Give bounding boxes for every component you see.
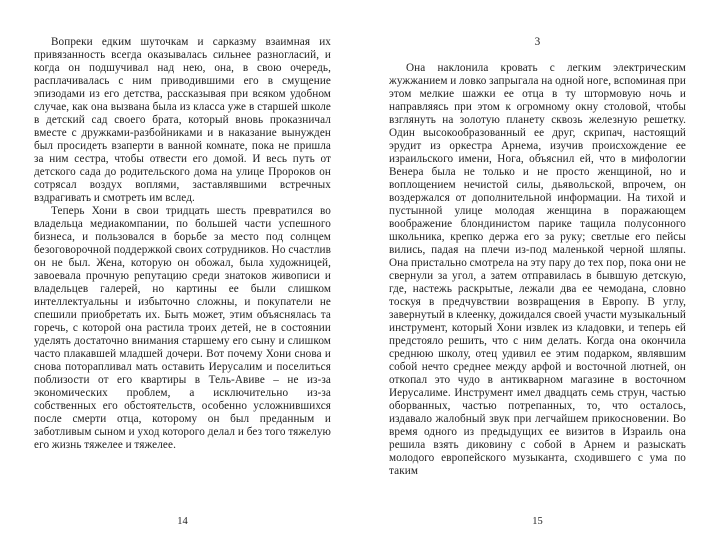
- chapter-number: 3: [534, 36, 541, 48]
- page-number-left: 14: [177, 516, 188, 527]
- left-page-text: [34, 36, 331, 507]
- page-gutter: [331, 36, 389, 532]
- page-left: [34, 36, 331, 532]
- right-page-text: [389, 36, 686, 507]
- paragraph: Теперь Хони в свои тридцать шесть превратился во владельца медиакомпании, по большей части успешного бизнеса, и пользовался в борьбе за место под солнцем безоговорочной поддержкой своих сотрудников. Но счастлив он не был. Жена, которую он обожал, была художницей, завоевала прочную репутацию среди знатоков живописи и владельцев галерей, но картины ее были слишком интеллектуальны и избыточно сложны, и покупатели не спешили приобретать их. Быть может, этим объяснялась та горечь, с которой она растила троих детей, не в состоянии уделять достаточно внимания старшему его сыну и слишком часто плакавшей младшей дочери. Вот почему Хони снова и снова поторапливал мать оставить Иерусалим и поселиться поблизости от его квартиры в Тель-Авиве – не из-за экономических проблем, а исключительно из-за собственных его обстоятельств, особенно усложнившихся после смерти отца, которому он был преданным и заботливым сыном и уход которого делал и без того тяжелую его жизнь тяжелее и тяжелее.: [34, 205, 331, 451]
- paragraph: Она наклонила кровать с легким электрическим жужжанием и ловко запрыгала на одной ноге, вспоминая при этом мелкие шажки ее отца в ту штормовую ночь и направляясь при этом к огромному окну столовой, чтобы взглянуть на золотую планету сквозь железную решетку. Один высокообразованный ее друг, скрипач, настоящий эрудит из оркестра Арнема, изучив происхождение ее израильского имени, Нога, объяснил ей, что в мифологии Венера была не только и не просто женщиной, но и воплощением нечистой силы, дьявольской, впрочем, он воздержался от дополнительной информации. На тихой и пустынной улице молодая женщина в поражающем воображение блондинистом парике тащила полусонного школьника, крепко держа его за руку; светлые его пейсы вились, падая на плечи из-под маленькой черной шляпы. Она пристально смотрела на эту пару до тех пор, пока они не свернули за угол, а затем отправилась в бывшую детскую, где, настежь раскрытые, лежали два ее чемодана, словно тоскуя в предчувствии возвращения в Европу. В углу, завернутый в клеенку, дожидался своей участи музыкальный инструмент, который Хони извлек из кладовки, и теперь ей предстояло решить, что с ним делать. Когда она окончила среднюю школу, отец удивил ее этим подарком, являвшим собой нечто среднее между арфой и восточной лютней, он откопал это чудо в антикварном магазине в восточном Иерусалиме. Инструмент имел двадцать семь струн, частью оборванных, частью потрепанных, то, что осталось, издавало жалобный звук при легчайшем прикосновении. Во время одного из предыдущих ее визитов в Израиль она решила взять диковину с собой в Арнем и разыскать молодого европейского музыканта, сходившего с ума по таким: [389, 62, 686, 477]
- page-right: [389, 36, 686, 532]
- page-number-right: 15: [532, 516, 543, 527]
- paragraph: Вопреки едким шуточкам и сарказму взаимная их привязанность всегда оказывалась сильнее разногласий, и когда он подшучивал над нею, она, в свою очередь, расплачивалась с ним приводившими его в смущение эпизодами из его детства, рассказывая при всяком удобном случае, как она вызвана была из класса уже в старшей школе в детский сад своего брата, который вновь проказничал вместе с дружками-разбойниками и в наказание вынужден был просидеть взаперти в ванной комнате, пока не пришла за ним сестра, чтобы отвести его домой. И весь путь от детского сада до родительского дома на улице Пророков он сотрясал воздух воплями, заставлявшими встречных вздрагивать и смотреть им вслед.: [34, 36, 331, 204]
